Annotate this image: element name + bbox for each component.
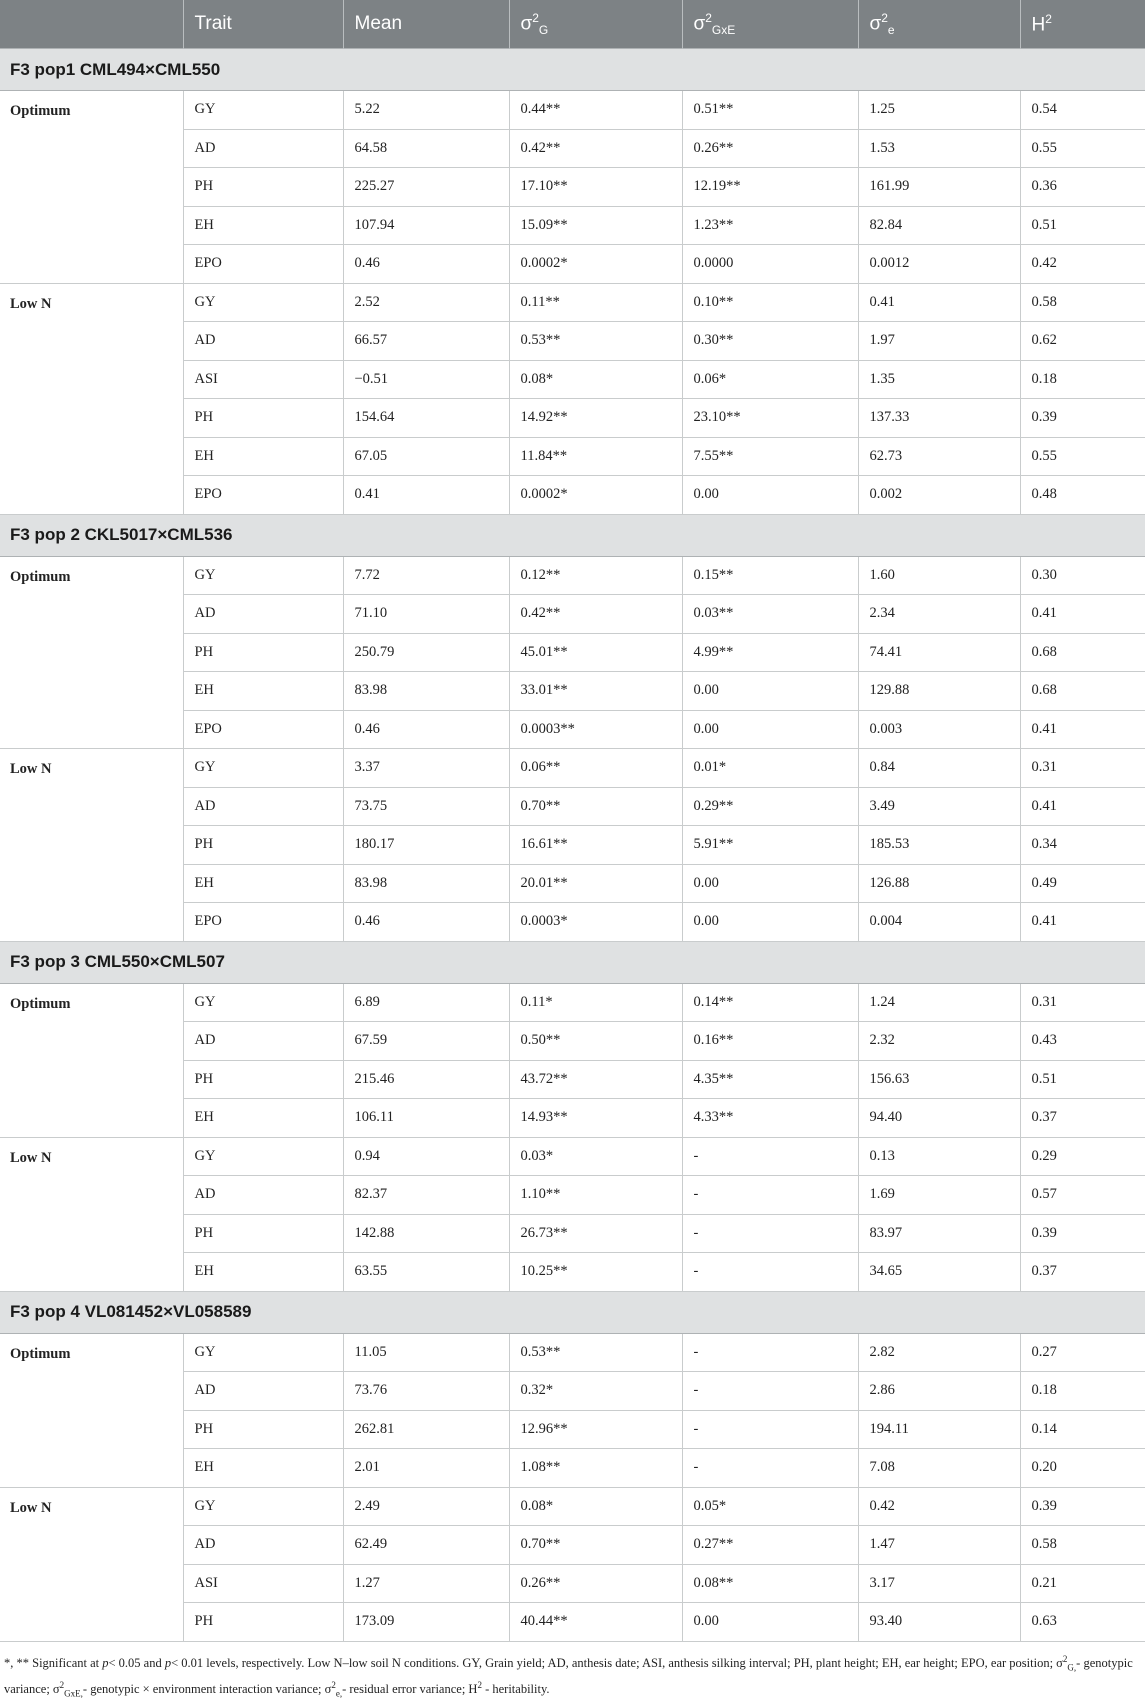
genotypic-variance-cell: 45.01** — [509, 633, 682, 672]
trait-cell: EH — [183, 206, 343, 245]
environment-label: Low N — [0, 1487, 183, 1641]
error-variance-cell: 1.24 — [858, 983, 1020, 1022]
heritability-cell: 0.43 — [1020, 1022, 1145, 1061]
trait-cell: AD — [183, 1372, 343, 1411]
table-body — [0, 49, 1145, 1642]
mean-cell: 107.94 — [343, 206, 509, 245]
gxe-variance-cell: 0.51** — [682, 91, 858, 130]
mean-cell: 7.72 — [343, 556, 509, 595]
heritability-cell: 0.18 — [1020, 1372, 1145, 1411]
genotypic-variance-cell: 0.53** — [509, 1333, 682, 1372]
heritability-cell: 0.41 — [1020, 903, 1145, 942]
heritability-cell: 0.37 — [1020, 1253, 1145, 1292]
error-variance-cell: 1.60 — [858, 556, 1020, 595]
gxe-variance-cell: 0.29** — [682, 787, 858, 826]
gxe-variance-cell: 0.06* — [682, 360, 858, 399]
header-mean: Mean — [343, 0, 509, 49]
mean-cell: 63.55 — [343, 1253, 509, 1292]
heritability-cell: 0.21 — [1020, 1564, 1145, 1603]
genotypic-variance-cell: 20.01** — [509, 864, 682, 903]
trait-cell: GY — [183, 983, 343, 1022]
error-variance-cell: 93.40 — [858, 1603, 1020, 1642]
trait-cell: EPO — [183, 710, 343, 749]
mean-cell: 11.05 — [343, 1333, 509, 1372]
error-variance-cell: 1.69 — [858, 1176, 1020, 1215]
environment-label: Low N — [0, 749, 183, 942]
gxe-variance-cell: 4.33** — [682, 1099, 858, 1138]
trait-cell: EPO — [183, 245, 343, 284]
trait-cell: PH — [183, 168, 343, 207]
mean-cell: 2.01 — [343, 1449, 509, 1488]
error-variance-cell: 0.004 — [858, 903, 1020, 942]
trait-cell: GY — [183, 556, 343, 595]
trait-cell: AD — [183, 1022, 343, 1061]
error-variance-cell: 0.42 — [858, 1487, 1020, 1526]
mean-cell: 73.75 — [343, 787, 509, 826]
mean-cell: 73.76 — [343, 1372, 509, 1411]
heritability-cell: 0.31 — [1020, 749, 1145, 788]
table-row — [0, 1487, 1145, 1526]
gxe-variance-cell: 0.27** — [682, 1526, 858, 1565]
trait-cell: PH — [183, 399, 343, 438]
genotypic-variance-cell: 43.72** — [509, 1060, 682, 1099]
table-footnote: *, ** Significant at p< 0.05 and p< 0.01 levels, respectively. Low N–low soil N conditions. GY, Grain yield; AD, anthesis date; ASI, anthesis silking interval; PH, plant height; EH, ear height; EPO, ear position; $\sigma^2_{G,}-$ genotypic variance; $\sigma^2_{GxE,}-$ genotypic × environment interaction variance; $\sigma^2_{e,}-$ residual error variance; $H^2$ - heritability. — [4, 1653, 1133, 1699]
mean-cell: 1.27 — [343, 1564, 509, 1603]
genotypic-variance-cell: 0.0003* — [509, 903, 682, 942]
heritability-cell: 0.41 — [1020, 787, 1145, 826]
gxe-variance-cell: 0.30** — [682, 322, 858, 361]
trait-cell: EPO — [183, 476, 343, 515]
trait-cell: EPO — [183, 903, 343, 942]
population-section-row — [0, 941, 1145, 983]
error-variance-cell: 129.88 — [858, 672, 1020, 711]
gxe-variance-cell: 0.00 — [682, 864, 858, 903]
heritability-cell: 0.55 — [1020, 129, 1145, 168]
trait-cell: EH — [183, 1099, 343, 1138]
gxe-variance-cell: - — [682, 1372, 858, 1411]
mean-cell: 154.64 — [343, 399, 509, 438]
gxe-variance-cell: 12.19** — [682, 168, 858, 207]
gxe-variance-cell: 7.55** — [682, 437, 858, 476]
genotypic-variance-cell: 11.84** — [509, 437, 682, 476]
trait-cell: EH — [183, 864, 343, 903]
genotypic-variance-cell: 0.44** — [509, 91, 682, 130]
trait-cell: PH — [183, 1060, 343, 1099]
heritability-cell: 0.48 — [1020, 476, 1145, 515]
trait-cell: EH — [183, 1253, 343, 1292]
mean-cell: 180.17 — [343, 826, 509, 865]
heritability-cell: 0.27 — [1020, 1333, 1145, 1372]
genotypic-variance-cell: 0.70** — [509, 1526, 682, 1565]
mean-cell: 5.22 — [343, 91, 509, 130]
trait-cell: GY — [183, 1333, 343, 1372]
genotypic-variance-cell: 0.08* — [509, 360, 682, 399]
error-variance-cell: 2.86 — [858, 1372, 1020, 1411]
genotypic-variance-cell: 15.09** — [509, 206, 682, 245]
heritability-cell: 0.31 — [1020, 983, 1145, 1022]
error-variance-cell: 1.47 — [858, 1526, 1020, 1565]
error-variance-cell: 1.25 — [858, 91, 1020, 130]
heritability-cell: 0.36 — [1020, 168, 1145, 207]
mean-cell: 3.37 — [343, 749, 509, 788]
error-variance-cell: 74.41 — [858, 633, 1020, 672]
environment-label: Optimum — [0, 1333, 183, 1487]
error-variance-cell: 0.13 — [858, 1137, 1020, 1176]
header-error-variance: $\sigma^2_e$ — [858, 0, 1020, 49]
mean-cell: 0.94 — [343, 1137, 509, 1176]
mean-cell: 225.27 — [343, 168, 509, 207]
gxe-variance-cell: - — [682, 1253, 858, 1292]
environment-label: Low N — [0, 1137, 183, 1291]
heritability-cell: 0.41 — [1020, 710, 1145, 749]
gxe-variance-cell: 4.99** — [682, 633, 858, 672]
table-row — [0, 1333, 1145, 1372]
environment-label: Low N — [0, 283, 183, 514]
population-title: F3 pop1 CML494×CML550 — [0, 49, 1145, 91]
error-variance-cell: 185.53 — [858, 826, 1020, 865]
error-variance-cell: 83.97 — [858, 1214, 1020, 1253]
heritability-cell: 0.30 — [1020, 556, 1145, 595]
error-variance-cell: 0.0012 — [858, 245, 1020, 284]
trait-cell: PH — [183, 1214, 343, 1253]
genotypic-variance-cell: 0.08* — [509, 1487, 682, 1526]
table-row — [0, 983, 1145, 1022]
header-genotypic-variance: $\sigma^2_G$ — [509, 0, 682, 49]
trait-cell: GY — [183, 749, 343, 788]
error-variance-cell: 126.88 — [858, 864, 1020, 903]
header-gxe-variance: $\sigma^2_{GxE}$ — [682, 0, 858, 49]
genotypic-variance-cell: 0.26** — [509, 1564, 682, 1603]
heritability-cell: 0.29 — [1020, 1137, 1145, 1176]
table-row — [0, 1137, 1145, 1176]
heritability-cell: 0.18 — [1020, 360, 1145, 399]
genotypic-variance-cell: 0.70** — [509, 787, 682, 826]
mean-cell: 2.49 — [343, 1487, 509, 1526]
mean-cell: 173.09 — [343, 1603, 509, 1642]
mean-cell: 6.89 — [343, 983, 509, 1022]
genotypic-variance-cell: 0.03* — [509, 1137, 682, 1176]
genotypic-variance-cell: 0.06** — [509, 749, 682, 788]
table-row — [0, 91, 1145, 130]
heritability-cell: 0.68 — [1020, 672, 1145, 711]
error-variance-cell: 2.34 — [858, 595, 1020, 634]
gxe-variance-cell: 0.00 — [682, 903, 858, 942]
gxe-variance-cell: 0.08** — [682, 1564, 858, 1603]
error-variance-cell: 3.17 — [858, 1564, 1020, 1603]
heritability-cell: 0.62 — [1020, 322, 1145, 361]
gxe-variance-cell: - — [682, 1410, 858, 1449]
trait-cell: ASI — [183, 1564, 343, 1603]
mean-cell: 66.57 — [343, 322, 509, 361]
mean-cell: 0.46 — [343, 903, 509, 942]
gxe-variance-cell: 0.10** — [682, 283, 858, 322]
heritability-cell: 0.20 — [1020, 1449, 1145, 1488]
gxe-variance-cell: 1.23** — [682, 206, 858, 245]
header-environment — [0, 0, 183, 49]
genotypic-variance-cell: 0.53** — [509, 322, 682, 361]
header-trait: Trait — [183, 0, 343, 49]
genotypic-variance-cell: 0.12** — [509, 556, 682, 595]
heritability-cell: 0.39 — [1020, 1214, 1145, 1253]
population-section-row — [0, 1291, 1145, 1333]
genotypic-variance-cell: 0.42** — [509, 595, 682, 634]
error-variance-cell: 1.53 — [858, 129, 1020, 168]
gxe-variance-cell: 0.14** — [682, 983, 858, 1022]
error-variance-cell: 94.40 — [858, 1099, 1020, 1138]
genotypic-variance-cell: 0.32* — [509, 1372, 682, 1411]
genotypic-variance-cell: 0.0003** — [509, 710, 682, 749]
mean-cell: −0.51 — [343, 360, 509, 399]
error-variance-cell: 1.97 — [858, 322, 1020, 361]
mean-cell: 106.11 — [343, 1099, 509, 1138]
heritability-cell: 0.39 — [1020, 399, 1145, 438]
heritability-cell: 0.55 — [1020, 437, 1145, 476]
genotypic-variance-cell: 1.08** — [509, 1449, 682, 1488]
mean-cell: 62.49 — [343, 1526, 509, 1565]
table-row — [0, 749, 1145, 788]
error-variance-cell: 0.84 — [858, 749, 1020, 788]
mean-cell: 250.79 — [343, 633, 509, 672]
environment-label: Optimum — [0, 556, 183, 749]
gxe-variance-cell: 0.0000 — [682, 245, 858, 284]
heritability-cell: 0.39 — [1020, 1487, 1145, 1526]
error-variance-cell: 2.32 — [858, 1022, 1020, 1061]
gxe-variance-cell: - — [682, 1176, 858, 1215]
error-variance-cell: 0.003 — [858, 710, 1020, 749]
heritability-cell: 0.63 — [1020, 1603, 1145, 1642]
heritability-cell: 0.34 — [1020, 826, 1145, 865]
error-variance-cell: 7.08 — [858, 1449, 1020, 1488]
trait-cell: EH — [183, 672, 343, 711]
heritability-cell: 0.54 — [1020, 91, 1145, 130]
gxe-variance-cell: 0.00 — [682, 672, 858, 711]
error-variance-cell: 2.82 — [858, 1333, 1020, 1372]
genotypic-variance-cell: 12.96** — [509, 1410, 682, 1449]
mean-cell: 67.59 — [343, 1022, 509, 1061]
genotypic-variance-cell: 33.01** — [509, 672, 682, 711]
population-title: F3 pop 4 VL081452×VL058589 — [0, 1291, 1145, 1333]
table-row — [0, 283, 1145, 322]
error-variance-cell: 0.002 — [858, 476, 1020, 515]
trait-cell: AD — [183, 129, 343, 168]
error-variance-cell: 0.41 — [858, 283, 1020, 322]
trait-cell: ASI — [183, 360, 343, 399]
gxe-variance-cell: 4.35** — [682, 1060, 858, 1099]
gxe-variance-cell: 5.91** — [682, 826, 858, 865]
mean-cell: 67.05 — [343, 437, 509, 476]
genotypic-variance-cell: 0.0002* — [509, 476, 682, 515]
gxe-variance-cell: 0.15** — [682, 556, 858, 595]
error-variance-cell: 137.33 — [858, 399, 1020, 438]
heritability-cell: 0.41 — [1020, 595, 1145, 634]
gxe-variance-cell: 23.10** — [682, 399, 858, 438]
trait-cell: AD — [183, 1526, 343, 1565]
mean-cell: 83.98 — [343, 672, 509, 711]
mean-cell: 83.98 — [343, 864, 509, 903]
error-variance-cell: 82.84 — [858, 206, 1020, 245]
environment-label: Optimum — [0, 983, 183, 1137]
error-variance-cell: 156.63 — [858, 1060, 1020, 1099]
gxe-variance-cell: 0.00 — [682, 710, 858, 749]
error-variance-cell: 194.11 — [858, 1410, 1020, 1449]
population-title: F3 pop 2 CKL5017×CML536 — [0, 514, 1145, 556]
genotypic-variance-cell: 17.10** — [509, 168, 682, 207]
genotypic-variance-cell: 0.11** — [509, 283, 682, 322]
gxe-variance-cell: - — [682, 1214, 858, 1253]
mean-cell: 64.58 — [343, 129, 509, 168]
trait-cell: PH — [183, 1410, 343, 1449]
gxe-variance-cell: 0.05* — [682, 1487, 858, 1526]
heritability-cell: 0.49 — [1020, 864, 1145, 903]
trait-cell: AD — [183, 1176, 343, 1215]
gxe-variance-cell: 0.03** — [682, 595, 858, 634]
mean-cell: 0.46 — [343, 245, 509, 284]
heritability-cell: 0.42 — [1020, 245, 1145, 284]
genotypic-variance-cell: 0.11* — [509, 983, 682, 1022]
heritability-cell: 0.37 — [1020, 1099, 1145, 1138]
table-header — [0, 0, 1145, 49]
mean-cell: 2.52 — [343, 283, 509, 322]
gxe-variance-cell: 0.26** — [682, 129, 858, 168]
trait-cell: PH — [183, 633, 343, 672]
trait-cell: GY — [183, 1137, 343, 1176]
trait-cell: PH — [183, 1603, 343, 1642]
population-section-row — [0, 49, 1145, 91]
population-title: F3 pop 3 CML550×CML507 — [0, 941, 1145, 983]
trait-cell: EH — [183, 437, 343, 476]
heritability-cell: 0.58 — [1020, 283, 1145, 322]
genotypic-variance-cell: 0.0002* — [509, 245, 682, 284]
gxe-variance-cell: - — [682, 1333, 858, 1372]
table-row — [0, 556, 1145, 595]
heritability-cell: 0.51 — [1020, 1060, 1145, 1099]
heritability-cell: 0.58 — [1020, 1526, 1145, 1565]
trait-cell: EH — [183, 1449, 343, 1488]
mean-cell: 0.41 — [343, 476, 509, 515]
trait-cell: GY — [183, 1487, 343, 1526]
error-variance-cell: 161.99 — [858, 168, 1020, 207]
environment-label: Optimum — [0, 91, 183, 284]
mean-cell: 82.37 — [343, 1176, 509, 1215]
heritability-cell: 0.14 — [1020, 1410, 1145, 1449]
genotypic-variance-cell: 10.25** — [509, 1253, 682, 1292]
error-variance-cell: 34.65 — [858, 1253, 1020, 1292]
trait-cell: AD — [183, 322, 343, 361]
genotypic-variance-cell: 14.93** — [509, 1099, 682, 1138]
trait-cell: PH — [183, 826, 343, 865]
gxe-variance-cell: 0.01* — [682, 749, 858, 788]
gxe-variance-cell: - — [682, 1137, 858, 1176]
error-variance-cell: 1.35 — [858, 360, 1020, 399]
error-variance-cell: 62.73 — [858, 437, 1020, 476]
genotypic-variance-cell: 40.44** — [509, 1603, 682, 1642]
genotypic-variance-cell: 0.50** — [509, 1022, 682, 1061]
gxe-variance-cell: 0.00 — [682, 476, 858, 515]
trait-cell: GY — [183, 283, 343, 322]
heritability-cell: 0.68 — [1020, 633, 1145, 672]
trait-cell: AD — [183, 787, 343, 826]
gxe-variance-cell: - — [682, 1449, 858, 1488]
genotypic-variance-cell: 16.61** — [509, 826, 682, 865]
mean-cell: 0.46 — [343, 710, 509, 749]
gxe-variance-cell: 0.16** — [682, 1022, 858, 1061]
mean-cell: 71.10 — [343, 595, 509, 634]
genotypic-variance-cell: 26.73** — [509, 1214, 682, 1253]
genotypic-variance-cell: 1.10** — [509, 1176, 682, 1215]
mean-cell: 142.88 — [343, 1214, 509, 1253]
genotypic-variance-cell: 14.92** — [509, 399, 682, 438]
header-heritability: $H^2$ — [1020, 0, 1145, 49]
heritability-cell: 0.51 — [1020, 206, 1145, 245]
genotypic-variance-cell: 0.42** — [509, 129, 682, 168]
heritability-cell: 0.57 — [1020, 1176, 1145, 1215]
gxe-variance-cell: 0.00 — [682, 1603, 858, 1642]
error-variance-cell: 3.49 — [858, 787, 1020, 826]
trait-cell: AD — [183, 595, 343, 634]
trait-cell: GY — [183, 91, 343, 130]
mean-cell: 215.46 — [343, 1060, 509, 1099]
population-section-row — [0, 514, 1145, 556]
mean-cell: 262.81 — [343, 1410, 509, 1449]
